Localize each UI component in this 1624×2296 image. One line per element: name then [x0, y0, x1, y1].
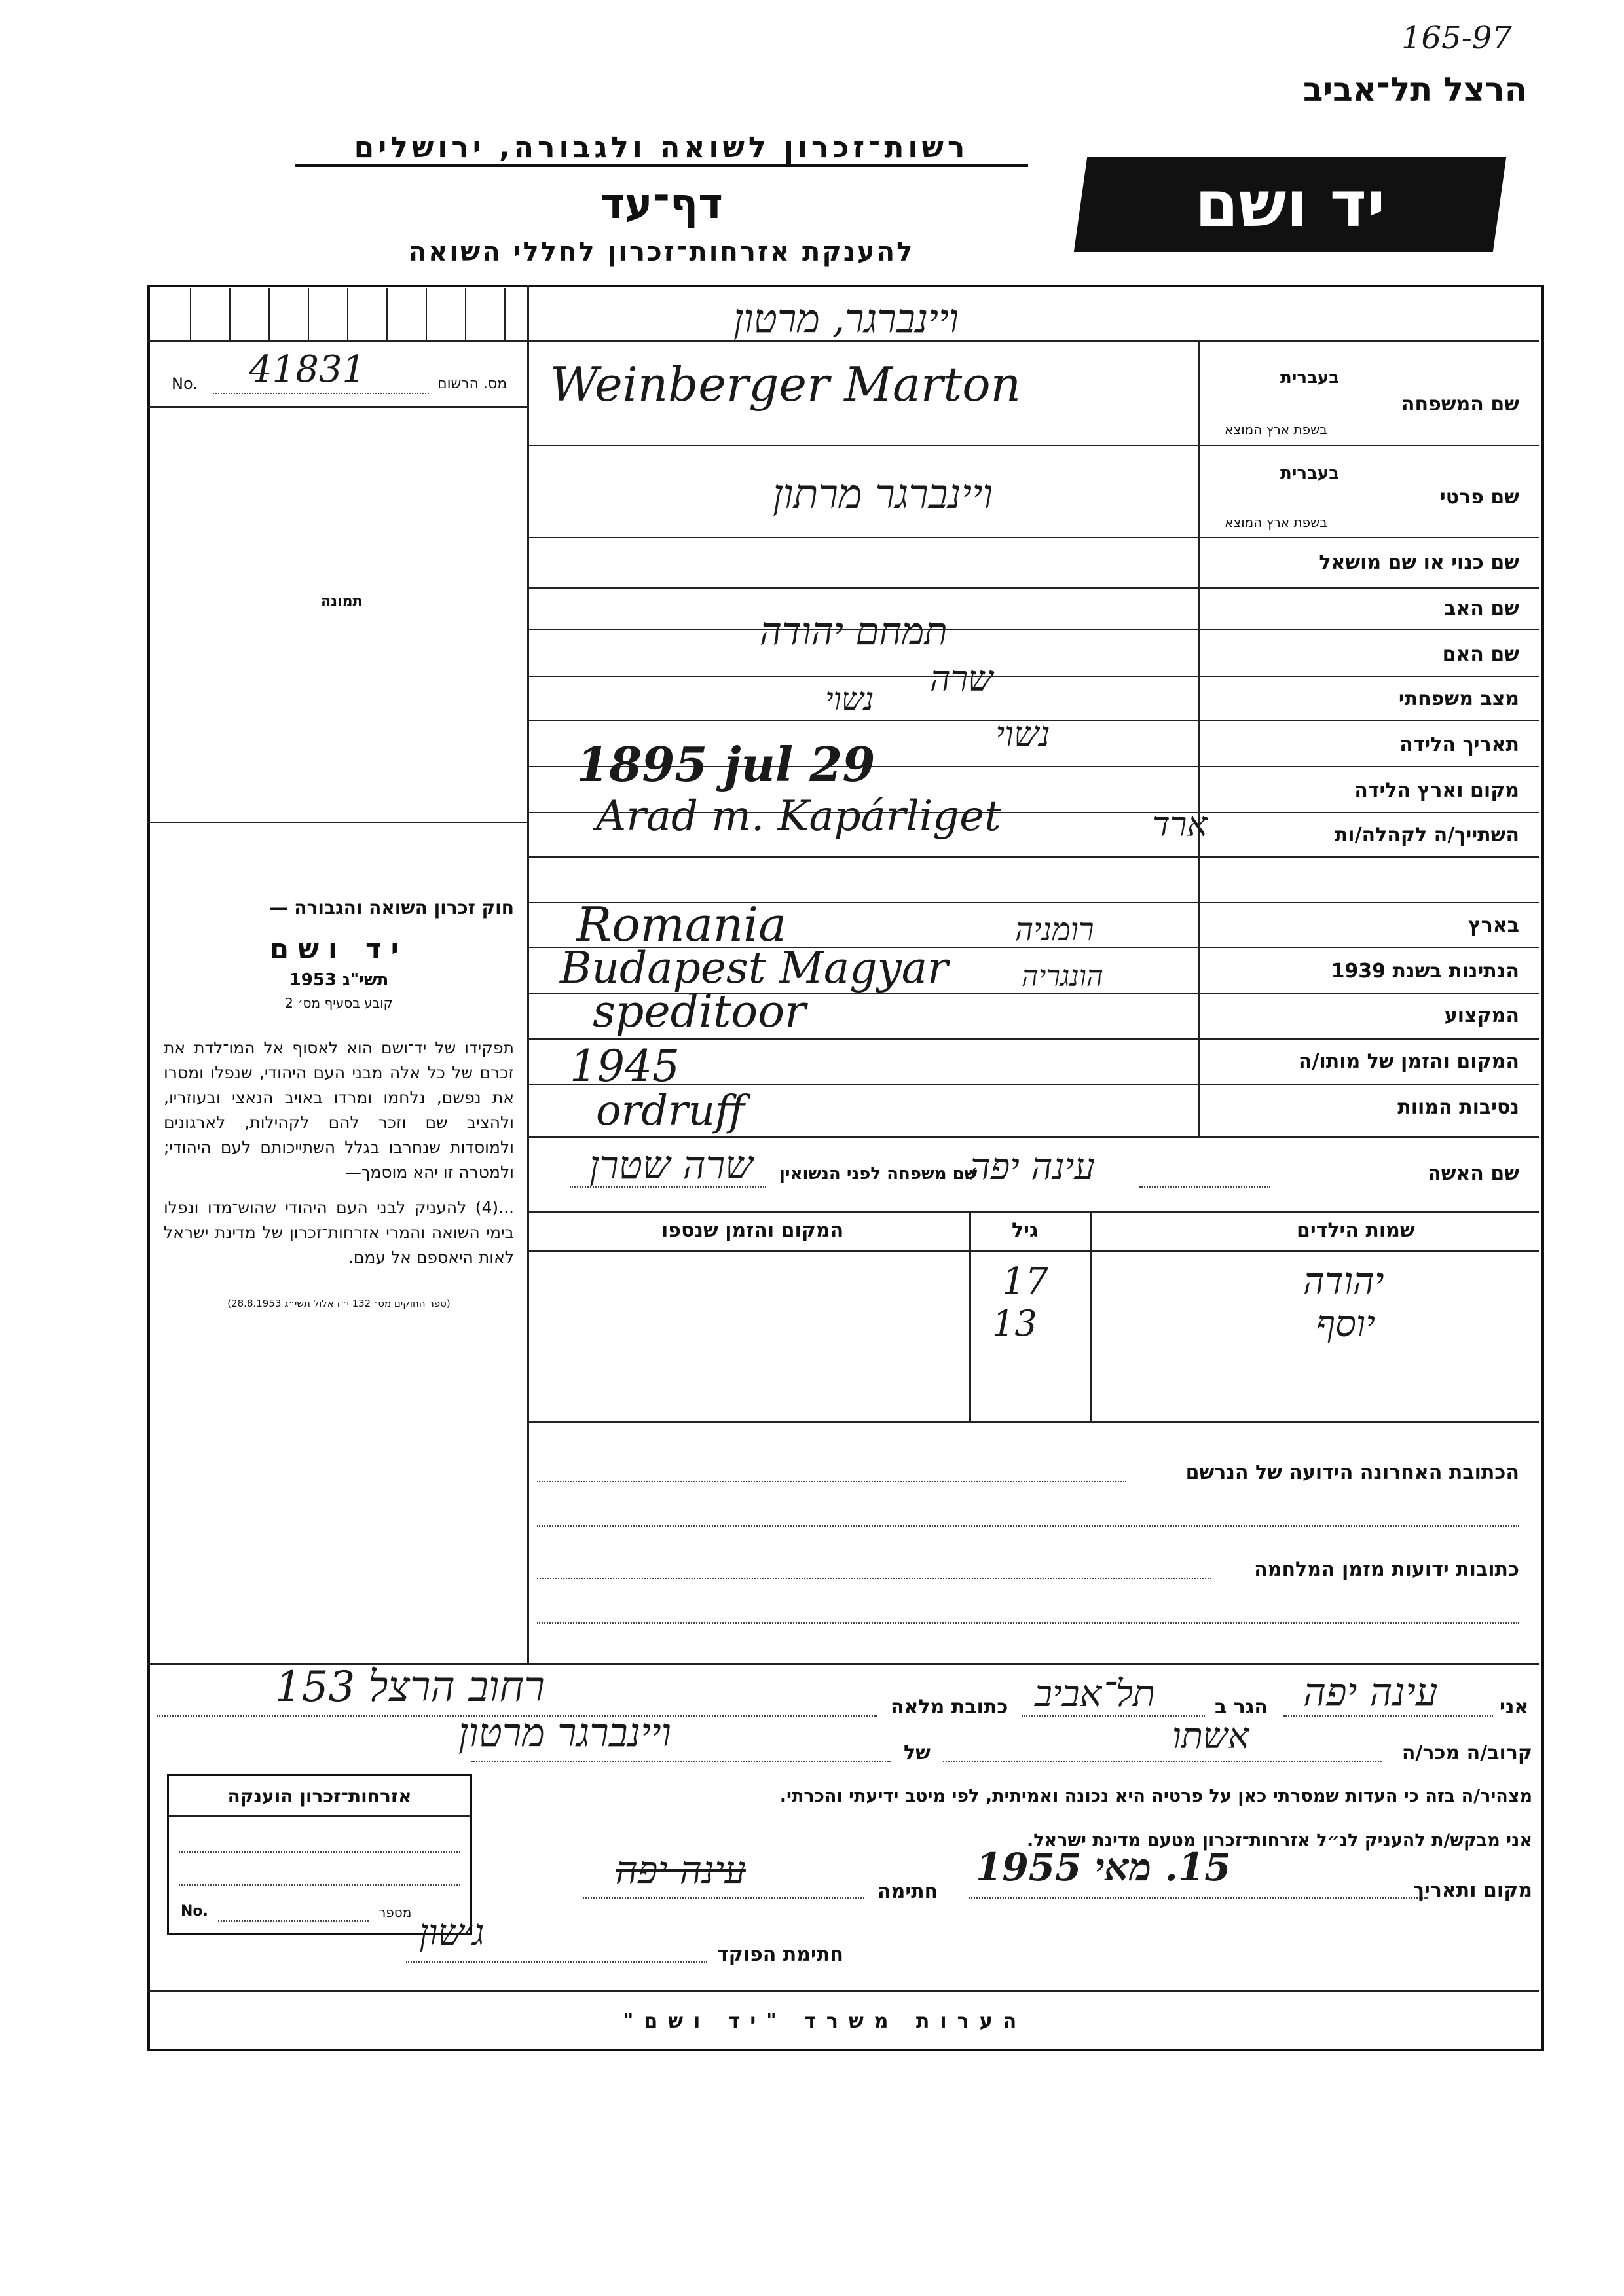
registry-line	[147, 406, 527, 408]
given-name-value[interactable]: ויינברגר מרתון	[773, 470, 993, 518]
wife-label: שם האשה	[1428, 1162, 1519, 1185]
marital-status-label: מצב משפחתי	[1398, 687, 1519, 710]
declaration-statement-1: מצהיר/ה בזה כי העדות שמסרתי כאן על פרטיה היא נכונה ואמיתית, לפי מיטב ידיעתי והכרתי.	[779, 1786, 1532, 1806]
given-hebrew-sublabel: בעברית	[1280, 464, 1340, 483]
certificate-line-1	[179, 1851, 460, 1853]
city-value[interactable]: תל־אביב	[1035, 1673, 1156, 1715]
declaration-statement-2: אני מבקש/ת להעניק לנ״ל אזרחות־זכרון מטעם מדינת ישראל.	[1026, 1831, 1532, 1851]
mother-label: שם האם	[1442, 643, 1519, 666]
citizenship-value[interactable]: Budapest Magyar	[560, 943, 948, 993]
declarant-dots	[1283, 1715, 1493, 1717]
law-panel	[164, 897, 514, 1309]
law-section: קובע בסעיף מס׳ 2	[285, 995, 393, 1011]
last-address-line-1	[537, 1481, 1126, 1482]
registry-label: מס. הרשום	[437, 376, 507, 392]
logo-text: יד ושם	[1194, 168, 1386, 241]
full-address-label: כתובת מלאה	[891, 1696, 1008, 1719]
certificate-number-label: מספר	[378, 1904, 412, 1920]
father-name-value[interactable]: תמחם יהודה	[760, 609, 948, 653]
wife-name-value[interactable]: עינה יפה	[969, 1146, 1096, 1188]
law-year: תשי"ג 1953	[289, 970, 389, 990]
mother-name-value[interactable]: שרה	[930, 658, 993, 699]
authority-line: רשות־זכרון לשואה ולגבורה, ירושלים	[295, 131, 1028, 167]
children-col-divider-1	[969, 1211, 971, 1421]
office-notes-label: הערות משרד "יד ושם"	[623, 2010, 1027, 2033]
birthplace-value[interactable]: Arad m. Kapárliget	[596, 792, 1001, 841]
child-age[interactable]: 17	[1002, 1260, 1049, 1303]
children-table-bottom	[529, 1421, 1539, 1423]
registry-number[interactable]: 41831	[249, 348, 366, 391]
last-address-label: הכתובת האחרונה הידועה של הנרשם	[1185, 1461, 1519, 1484]
resides-label: הגר ב	[1215, 1696, 1268, 1719]
death-year-value[interactable]: 1945	[570, 1041, 680, 1091]
country-label: בארץ	[1467, 914, 1519, 937]
declarant-name-value[interactable]: עינה יפה	[1303, 1669, 1438, 1715]
child-age[interactable]: 13	[992, 1303, 1037, 1344]
children-header-line	[529, 1250, 1539, 1252]
certificate-box	[167, 1774, 472, 1935]
form-title: דף־עד	[600, 180, 723, 228]
form-subtitle: להענקת אזרחות־זכרון לחללי השואה	[408, 237, 915, 267]
law-name: יד ושם	[269, 933, 409, 965]
wife-row-line	[529, 1211, 1539, 1213]
relation-dots	[943, 1761, 1382, 1762]
father-label: שם האב	[1444, 597, 1519, 620]
signature-dots	[583, 1897, 864, 1899]
place-date-dots	[969, 1897, 1428, 1899]
profession-value[interactable]: speditoor	[593, 986, 806, 1038]
children-names-header: שמות הילדים	[1297, 1219, 1415, 1242]
citizenship-hebrew-value[interactable]: הונגריה	[1022, 960, 1103, 993]
surname-hebrew-value[interactable]: ויינברגר, מרטון	[733, 296, 959, 342]
death-circumstances-label: נסיבות המוות	[1397, 1096, 1519, 1119]
place-date-label: מקום ותאריך	[1412, 1879, 1532, 1902]
left-panel-divider	[527, 285, 529, 1663]
surname-hebrew-sublabel: בעברית	[1280, 368, 1340, 388]
surname-local-sublabel: בשפת ארץ המוצא	[1225, 422, 1327, 437]
relation-value[interactable]: אשתו	[1172, 1715, 1249, 1757]
death-place-time-label: המקום והזמן של מותו/ה	[1298, 1050, 1519, 1073]
wife-dots	[1139, 1186, 1270, 1188]
war-address-label: כתובות ידועות מזמן המלחמה	[1254, 1558, 1519, 1581]
declaration-bottom-line	[147, 1990, 1539, 1992]
relation-of-dots	[471, 1761, 891, 1762]
child-name[interactable]: יהודה	[1303, 1260, 1384, 1303]
war-address-line-1	[537, 1578, 1211, 1579]
last-address-line-2	[537, 1525, 1519, 1527]
label-column-divider	[1198, 340, 1200, 1136]
signature-value[interactable]: עינה יפה	[616, 1848, 746, 1892]
birthplace-hebrew-value[interactable]: ארד	[1153, 805, 1208, 845]
photo-bottom-line	[147, 822, 527, 823]
nickname-label: שם כנוי או שם מושאל	[1319, 551, 1519, 574]
given-local-sublabel: בשפת ארץ המוצא	[1225, 515, 1327, 530]
certificate-line-2	[179, 1884, 460, 1886]
registry-no-dots	[213, 393, 429, 394]
signature-label: חתימה	[877, 1880, 938, 1903]
surname-label: שם המשפחה	[1401, 393, 1519, 416]
children-place-header: המקום והזמן שנספו	[661, 1219, 844, 1242]
relation-label: קרוב/ה מכר/ה	[1401, 1741, 1532, 1764]
photo-label: תמונה	[321, 593, 363, 610]
certificate-title: אזרחות־זכרון הוענקה	[227, 1785, 412, 1807]
marital-status-value[interactable]: נשוי	[995, 714, 1050, 755]
relation-of-label: של	[904, 1741, 931, 1764]
street-value[interactable]: רחוב הרצל 153	[275, 1663, 545, 1711]
relation-of-value[interactable]: ויינברגר מרטון	[458, 1710, 671, 1756]
surname-local-value[interactable]: Weinberger Marton	[550, 357, 1021, 412]
date-value[interactable]: 15. מאי 1955	[976, 1845, 1231, 1889]
children-age-header: גיל	[1012, 1219, 1039, 1242]
officer-signature-label: חתימת הפוקד	[717, 1943, 843, 1966]
law-source: (ספר החוקים מס׳ 132 י״ז אלול תשי״ג 28.8.1953)	[227, 1298, 451, 1309]
archive-note: 165-97	[1401, 20, 1512, 56]
yad-vashem-logo	[1074, 157, 1506, 252]
child-name[interactable]: יוסף	[1316, 1303, 1375, 1345]
given-name-label: שם פרטי	[1439, 486, 1519, 509]
institution-stamp: הרצל תל־אביב	[1303, 71, 1528, 109]
law-paragraph-1: תפקידו של יד־ושם הוא לאסוף אל המו־לדת את זכרם של כל אלה מבני העם היהודי, שנפלו ומסרו את נפשם, נלחמו ומרדו באויב הנאצי ובעוזריו, ולהציב שם וזכר להם לקהילות, לארגונים ולמוסדות שנחרבו בגלל השתייכותם לעם היהודי; ולמטרה זו יהא מוסמך—	[164, 1038, 514, 1182]
children-col-divider-2	[1090, 1211, 1092, 1421]
country-value[interactable]: Romania	[576, 897, 787, 952]
certificate-no-dots	[218, 1920, 369, 1922]
marital-note-value[interactable]: נשוי	[825, 681, 874, 718]
birthplace-label: מקום וארץ הלידה	[1354, 779, 1519, 802]
country-hebrew-value[interactable]: רומניה	[1015, 911, 1094, 948]
community-label: השתייך/ה לקהלה/ות	[1334, 824, 1519, 847]
war-address-line-2	[537, 1622, 1519, 1624]
officer-signature-dots	[406, 1961, 707, 1963]
profession-label: המקצוע	[1444, 1004, 1519, 1027]
law-paragraph-2: ...(4) להעניק לבני העם היהודי שהוש־מדו ונפלו בימי השואה והמרי אזרחות־זכרון של מדינת ישראל לאות היאספם אל עמם.	[164, 1198, 514, 1267]
certificate-no-label: No.	[181, 1903, 208, 1920]
death-circumstances-value[interactable]: ordruff	[596, 1087, 745, 1135]
certificate-title-line	[169, 1815, 470, 1817]
officer-signature-value[interactable]: ג׳שון	[419, 1912, 485, 1954]
birthdate-value[interactable]: 1895 jul 29	[576, 737, 876, 792]
citizenship-label: הנתינות בשנת 1939	[1331, 960, 1519, 983]
declarant-i-label: אני	[1500, 1696, 1529, 1719]
birthdate-label: תאריך הלידה	[1399, 733, 1519, 756]
maiden-name-value[interactable]: שרה שטרן	[589, 1142, 753, 1188]
maiden-name-label: שם משפחה לפני הנשואין	[779, 1164, 978, 1184]
law-title: חוק זכרון השואה והגבורה —	[269, 897, 514, 919]
registry-no-label: No.	[172, 374, 198, 393]
